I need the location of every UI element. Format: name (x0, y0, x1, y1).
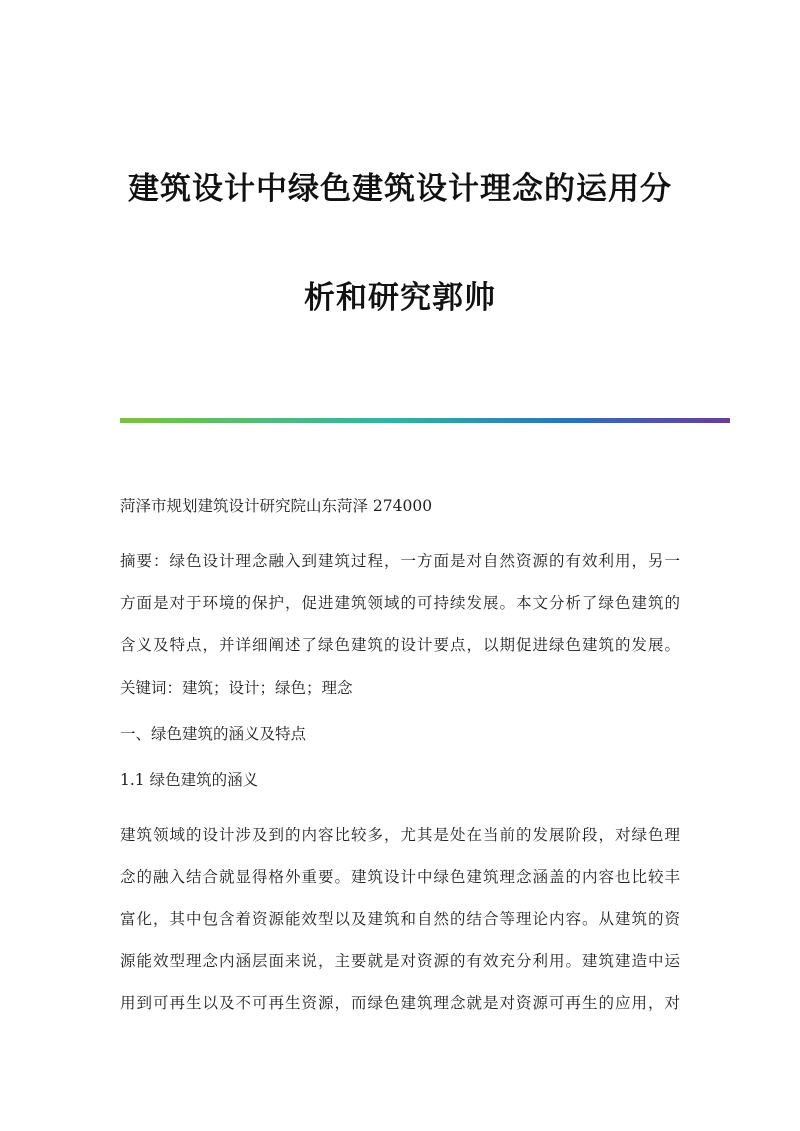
paragraph-line: 用到可再生以及不可再生资源，而绿色建筑理念就是对资源可再生的应用，对 (120, 994, 680, 1012)
paragraph-line: 建筑领域的设计涉及到的内容比较多，尤其是处在当前的发展阶段，对绿色理 (120, 826, 680, 844)
section-heading: 一、绿色建筑的涵义及特点 (120, 725, 307, 743)
gradient-divider (120, 418, 730, 423)
title-line-1: 建筑设计中绿色建筑设计理念的运用分 (128, 171, 672, 207)
abstract-line: 摘要：绿色设计理念融入到建筑过程，一方面是对自然资源的有效利用，另一 (120, 552, 680, 570)
affiliation: 菏泽市规划建筑设计研究院山东菏泽 274000 (120, 497, 433, 515)
paragraph-line: 源能效型理念内涵层面来说，主要就是对资源的有效充分利用。建筑建造中运 (120, 952, 680, 970)
abstract-line: 含义及特点，并详细阐述了绿色建筑的设计要点，以期促进绿色建筑的发展。 (120, 636, 680, 654)
subsection-heading: 1.1 绿色建筑的涵义 (120, 771, 259, 789)
title-line-2: 析和研究郭帅 (304, 280, 496, 316)
paragraph-line: 富化，其中包含着资源能效型以及建筑和自然的结合等理论内容。从建筑的资 (120, 910, 680, 928)
keywords: 关键词：建筑；设计；绿色；理念 (120, 679, 353, 697)
body-paragraph (120, 814, 680, 1024)
paragraph-line: 念的融入结合就显得格外重要。建筑设计中绿色建筑理念涵盖的内容也比较丰 (120, 868, 680, 886)
abstract-line: 方面是对于环境的保护，促进建筑领域的可持续发展。本文分析了绿色建筑的 (120, 594, 680, 612)
abstract (120, 540, 680, 666)
